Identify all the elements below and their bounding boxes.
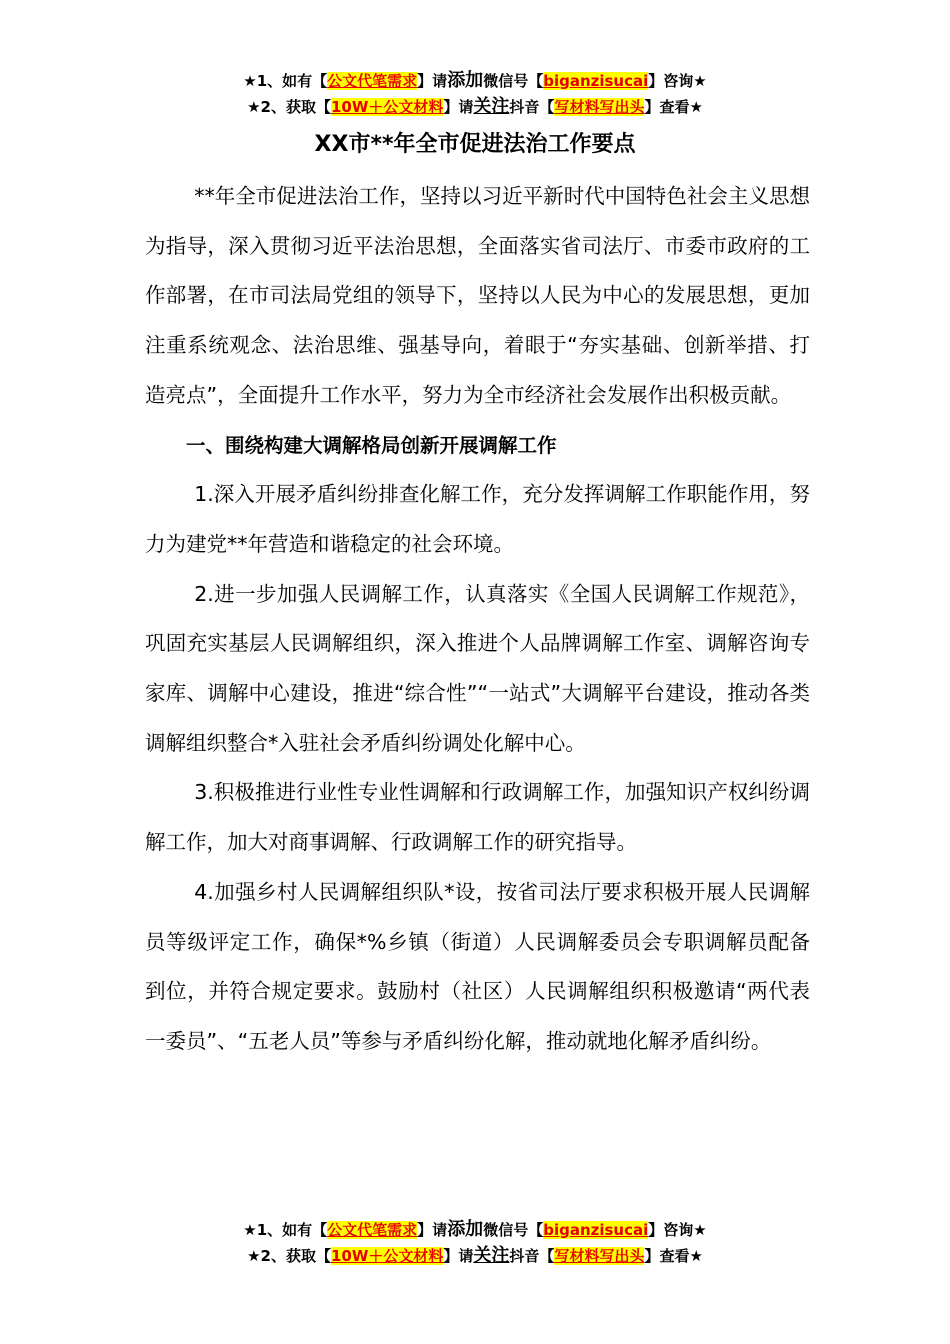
paragraph-intro: **年全市促进法治工作，坚持以习近平新时代中国特色社会主义思想为指导，深入贯彻习近平法治思想，全面落实省司法厅、市委市政府的工作部署，在市司法局党组的领导下，坚持以人民为中心的发展思想，更加注重系统观念、法治思维、强基导向，着眼于“夯实基础、创新举措、打造亮点”，全面提升工作水平，努力为全市经济社会发展作出积极贡献。 [145,184,810,407]
highlight-text: 10W＋公文材料 [330,1247,444,1265]
banner-text: ★2、获取【 [247,98,331,116]
emphasis-text: 关注 [473,96,510,117]
banner-text: 】请 [417,1221,448,1239]
banner-text: 】咨询★ [648,1221,707,1239]
banner-text: 】查看★ [644,98,703,116]
section-heading: 一、围绕构建大调解格局创新开展调解工作 [185,433,557,457]
banner-text: 】查看★ [644,1247,703,1265]
highlight-text: 公文代笔需求 [327,1221,418,1239]
paragraph-item-4: 4.加强乡村人民调解组织队*设，按省司法厅要求积极开展人民调解员等级评定工作，确保*%乡镇（街道）人民调解委员会专职调解员配备到位，并符合规定要求。鼓励村（社区）人民调解组织积极邀请“两代表一委员”、“五老人员”等参与矛盾纠纷化解，推动就地化解矛盾纠纷。 [145,879,810,1053]
banner-text: 抖音【 [509,98,555,116]
banner-text: 】请 [443,1247,474,1265]
document-body [145,172,810,1067]
banner-line-1 [0,68,950,94]
header-banner [0,68,950,120]
banner-line-2 [0,94,950,120]
banner-text: 微信号【 [483,72,544,90]
banner-text: ★1、如有【 [243,1221,328,1239]
banner-text: 】请 [417,72,448,90]
highlight-text: 10W＋公文材料 [330,98,444,116]
banner-line-1 [0,1217,950,1243]
highlight-text: 公文代笔需求 [327,72,418,90]
banner-line-2 [0,1243,950,1269]
footer-banner [0,1217,950,1269]
highlight-text: biganzisucai [543,1221,649,1239]
paragraph-item-3: 3.积极推进行业性专业性调解和行政调解工作，加强知识产权纠纷调解工作，加大对商事调解、行政调解工作的研究指导。 [145,780,810,855]
document-title: XX市**年全市促进法治工作要点 [314,132,636,157]
paragraph-item-2: 2.进一步加强人民调解工作，认真落实《全国人民调解工作规范》，巩固充实基层人民调解组织，深入推进个人品牌调解工作室、调解咨询专家库、调解中心建设，推进“综合性”“一站式”大调解平台建设，推动各类调解组织整合*入驻社会矛盾纠纷调处化解中心。 [145,581,810,755]
highlight-text: biganzisucai [543,72,649,90]
banner-text: ★2、获取【 [247,1247,331,1265]
banner-text: ★1、如有【 [243,72,328,90]
banner-text: 微信号【 [483,1221,544,1239]
emphasis-text: 关注 [473,1245,510,1266]
banner-text: 抖音【 [509,1247,555,1265]
highlight-text: 写材料写出头 [554,1247,645,1265]
banner-text: 】请 [443,98,474,116]
emphasis-text: 添加 [447,70,484,91]
emphasis-text: 添加 [447,1219,484,1240]
paragraph-item-1: 1.深入开展矛盾纠纷排查化解工作，充分发挥调解工作职能作用，努力为建党**年营造和谐稳定的社会环境。 [145,482,810,556]
banner-text: 】咨询★ [648,72,707,90]
highlight-text: 写材料写出头 [554,98,645,116]
